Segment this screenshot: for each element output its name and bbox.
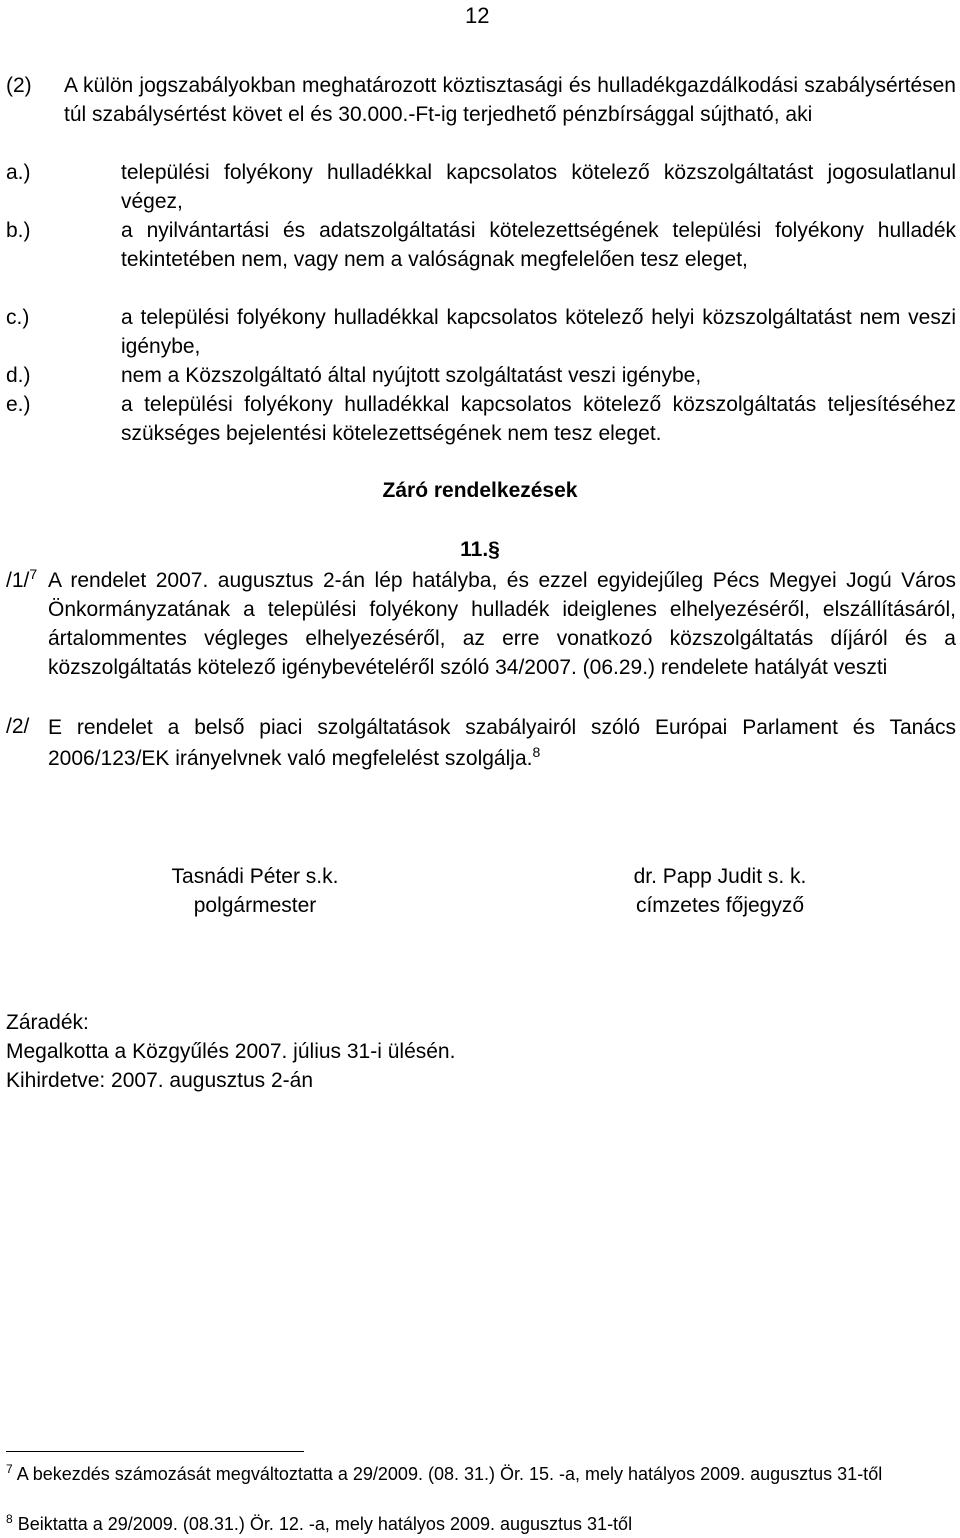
signature-notary bbox=[575, 862, 865, 920]
signature-mayor bbox=[110, 862, 400, 920]
provision-text: E rendelet a belső piaci szolgáltatások szabályairól szóló Európai Parlament és Tanács 2006/123/EK irányelvnek való megfelelést szolgálja.$^8$ bbox=[48, 716, 956, 770]
section-number-text: 11. bbox=[460, 538, 489, 561]
list-item-text: települési folyékony hulladékkal kapcsolatos kötelező közszolgáltatást jogosulatlanul végez, bbox=[121, 161, 956, 213]
footnote-ref: 8 bbox=[532, 744, 541, 760]
paragraph-text: A külön jogszabályokban meghatározott köztisztasági és hulladékgazdálkodási szabálysértésen túl szabálysértést követ el és 30.000.-Ft-ig terjedhető pénzbírsággal sújtható, aki bbox=[64, 74, 956, 126]
signer-name: dr. Papp Judit s. k. bbox=[633, 865, 807, 888]
signer-name: Tasnádi Péter s.k. bbox=[171, 865, 339, 888]
footnote-number: 7 bbox=[6, 1462, 13, 1476]
clause-adopted: Megalkotta a Közgyűlés 2007. július 31-i ülésén. bbox=[6, 1040, 456, 1063]
footnote-separator bbox=[6, 1451, 304, 1452]
clause-promulgated: Kihirdetve: 2007. augusztus 2-án bbox=[6, 1069, 314, 1092]
list-item-label: e.) bbox=[6, 393, 31, 416]
paragraph-2-intro bbox=[6, 71, 956, 129]
section-sign: § bbox=[488, 538, 500, 561]
footnote-ref: 7 bbox=[29, 566, 38, 582]
footnote-number: 8 bbox=[6, 1512, 13, 1526]
footnote-text: Beiktatta a 29/2009. (08.31.) Ör. 12. -a, mely hatályos 2009. augusztus 31-től bbox=[17, 1514, 633, 1534]
list-item-label: c.) bbox=[6, 306, 30, 329]
signer-title: címzetes főjegyző bbox=[635, 894, 805, 917]
signer-title: polgármester bbox=[193, 894, 317, 917]
list-item bbox=[6, 158, 956, 216]
footnote-8 bbox=[6, 1512, 956, 1537]
provision-label: /1/$^7$ bbox=[6, 566, 38, 592]
list-item bbox=[6, 390, 956, 448]
footnote-7 bbox=[6, 1462, 956, 1487]
page-number: 12 bbox=[465, 3, 490, 28]
clause-label: Záradék: bbox=[6, 1011, 89, 1034]
provision-text: A rendelet 2007. augusztus 2-án lép hatályba, és ezzel egyidejűleg Pécs Megyei Jogú Város Önkormányzatának a települési folyékony hulladék ideiglenes elhelyezéséről, elszállításáról, ártalommentes végleges elhelyezéséről, az erre vonatkozó közszolgáltatás díjáról és a közszolgáltatás kötelező igénybevételéről szóló 34/2007. (06.29.) rendelete hatályát veszti bbox=[48, 569, 956, 679]
section-number bbox=[0, 535, 960, 564]
provision-1 bbox=[6, 566, 956, 682]
list-item bbox=[6, 361, 956, 390]
list-item-label: d.) bbox=[6, 364, 31, 387]
list-item-label: a.) bbox=[6, 161, 31, 184]
paragraph-label: (2) bbox=[6, 74, 32, 97]
section-heading: Záró rendelkezések bbox=[382, 479, 578, 502]
provision-label: /2/ bbox=[6, 715, 30, 738]
clause bbox=[6, 1008, 956, 1095]
list-item-text: a nyilvántartási és adatszolgáltatási kötelezettségének települési folyékony hulladék tekintetében nem, vagy nem a valóságnak megfelelően tesz eleget, bbox=[121, 219, 956, 271]
list-item bbox=[6, 303, 956, 361]
provision-2 bbox=[6, 712, 956, 774]
list-item bbox=[6, 216, 956, 274]
list-item-text: a települési folyékony hulladékkal kapcsolatos kötelező helyi közszolgáltatást nem veszi igénybe, bbox=[121, 306, 956, 358]
list-item-text: a települési folyékony hulladékkal kapcsolatos kötelező közszolgáltatás teljesítéséhez szükséges bejelentési kötelezettségének nem tesz eleget. bbox=[121, 393, 956, 445]
list-item-text: nem a Közszolgáltató által nyújtott szolgáltatást veszi igénybe, bbox=[121, 364, 702, 387]
list-item-label: b.) bbox=[6, 219, 31, 242]
footnote-text: A bekezdés számozását megváltoztatta a 29/2009. (08. 31.) Ör. 15. -a, mely hatályos 2009. augusztus 31-től bbox=[16, 1464, 883, 1484]
